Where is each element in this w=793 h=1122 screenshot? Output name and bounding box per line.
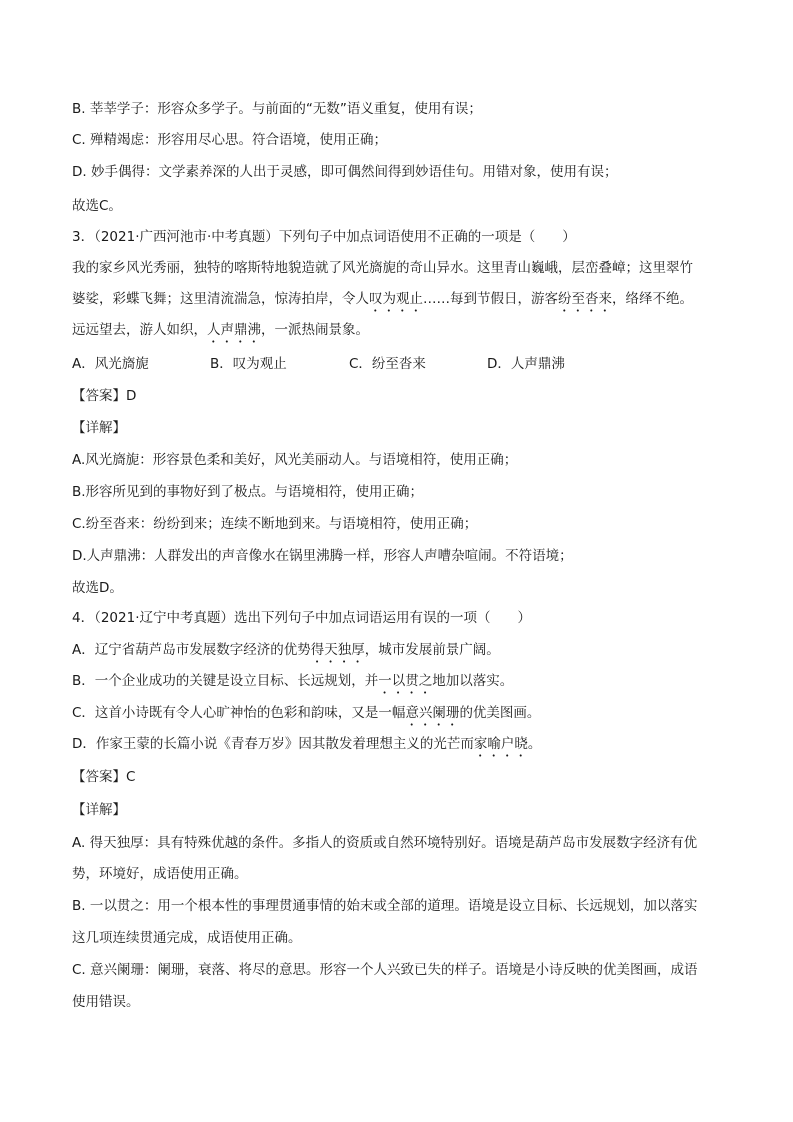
q3-option-b: B．叹为观止 <box>210 356 287 372</box>
q4-dotted-phrase-b: 一以贯之 <box>378 673 433 689</box>
q3-detail-d: D.人声鼎沸：人群发出的声音像水在锅里沸腾一样，形容人声嘈杂喧闹。不符语境； <box>72 548 573 564</box>
q3-detail-b: B.形容所见到的事物好到了极点。与语境相符，使用正确； <box>72 484 424 500</box>
q3-detail-label: 【详解】 <box>72 420 126 436</box>
q4-detail-a-line-1: A. 得天独厚：具有特殊优越的条件。多指人的资质或自然环境特别好。语境是葫芦岛市发展数字经济有优 <box>72 835 698 851</box>
q4-detail-a-line-2: 势，环境好，成语使用正确。 <box>72 866 248 882</box>
q4-detail-b-line-1: B. 一以贯之：用一个根本性的事理贯通事情的始末或全部的道理。语境是设立目标、长远规划，加以落实 <box>72 898 698 914</box>
q3-passage-line-1: 我的家乡风光秀丽，独特的喀斯特地貌造就了风光旖旎的奇山异水。这里青山巍峨，层峦叠嶂；这里翠竹 <box>72 260 693 276</box>
q4-option-c: C．这首小诗既有令人心旷神怡的色彩和韵味，又是一幅意兴阑珊的优美图画。 <box>72 705 541 721</box>
q4-option-b: B．一个企业成功的关键是设立目标、长远规划，并一以贯之地加以落实。 <box>72 673 514 689</box>
prev-option-c-explanation: C. 殚精竭虑：形容用尽心思。符合语境，使用正确； <box>72 132 388 148</box>
q3-option-c: C．纷至沓来 <box>349 356 426 372</box>
q3-dotted-phrase-1: 叹为观止 <box>369 291 423 307</box>
q3-detail-c: C.纷至沓来：纷纷到来；连续不断地到来。与语境相符，使用正确； <box>72 516 478 532</box>
q3-option-a: A．风光旖旎 <box>72 356 149 372</box>
q3-dotted-phrase-2: 纷至沓来 <box>558 291 612 307</box>
prev-option-d-explanation: D. 妙手偶得：文学素养深的人出于灵感，即可偶然间得到妙语佳句。用错对象，使用有误； <box>72 164 618 180</box>
q3-passage-line-2: 婆娑，彩蝶飞舞；这里清流湍急，惊涛拍岸，令人叹为观止……每到节假日，游客纷至沓来，络绎不绝。 <box>72 291 693 307</box>
q4-answer: 【答案】C <box>72 769 136 785</box>
q3-detail-a: A.风光旖旎：形容景色柔和美好，风光美丽动人。与语境相符，使用正确； <box>72 452 518 468</box>
q3-answer: 【答案】D <box>72 388 137 404</box>
q3-passage-line-3: 远远望去，游人如织，人声鼎沸，一派热闹景象。 <box>72 322 369 338</box>
q4-detail-b-line-2: 这几项连续贯通完成，成语使用正确。 <box>72 930 302 946</box>
prev-option-b-explanation: B. 莘莘学子：形容众多学子。与前面的“无数”语义重复，使用有误； <box>72 101 482 117</box>
q4-dotted-phrase-d: 家喻户晓 <box>473 736 528 752</box>
q3-option-d: D．人声鼎沸 <box>487 356 565 372</box>
q4-option-a: A．辽宁省葫芦岛市发展数字经济的优势得天独厚，城市发展前景广阔。 <box>72 642 500 658</box>
q4-dotted-phrase-a: 得天独厚 <box>310 642 365 658</box>
q4-detail-c-line-1: C. 意兴阑珊：阑珊，衰落、将尽的意思。形容一个人兴致已失的样子。语境是小诗反映的优美图画，成语 <box>72 962 698 978</box>
q3-dotted-phrase-3: 人声鼎沸 <box>207 322 261 338</box>
q4-option-d: D．作家王蒙的长篇小说《青春万岁》因其散发着理想主义的光芒而家喻户晓。 <box>72 736 542 752</box>
prev-conclusion: 故选C。 <box>72 198 122 214</box>
q4-dotted-phrase-c: 意兴阑珊 <box>405 705 460 721</box>
q3-conclusion: 故选D。 <box>72 580 123 596</box>
q3-stem: 3．（2021·广西河池市·中考真题）下列句子中加点词语使用不正确的一项是（ ） <box>72 229 576 245</box>
q4-detail-label: 【详解】 <box>72 802 126 818</box>
q4-detail-c-line-2: 使用错误。 <box>72 994 140 1010</box>
q4-stem: 4．（2021·辽宁中考真题）选出下列句子中加点词语运用有误的一项（ ） <box>72 610 531 626</box>
